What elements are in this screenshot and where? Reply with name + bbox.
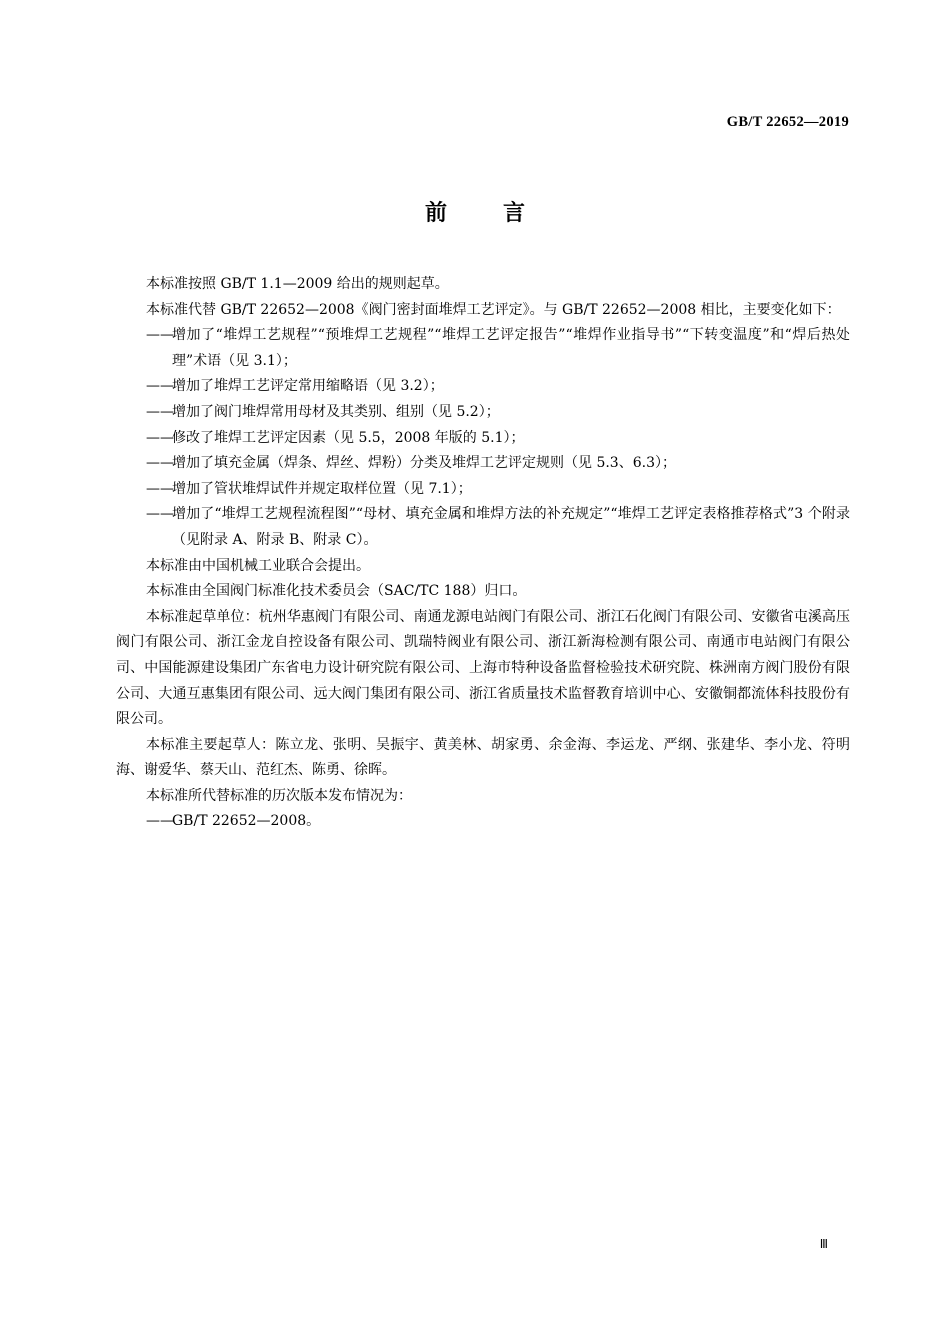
list-item	[116, 451, 850, 477]
dash-mark: ——	[146, 813, 174, 830]
page-number: Ⅲ	[819, 1237, 828, 1251]
paragraph-history: 本标准所代替标准的历次版本发布情况为：	[146, 787, 412, 804]
dash-mark: ——	[146, 480, 174, 497]
list-item	[116, 502, 850, 553]
paragraph-committee: 本标准由全国阀门标准化技术委员会（SAC/TC 188）归口。	[146, 583, 527, 600]
paragraph-drafting-units: 本标准起草单位：杭州华惠阀门有限公司、南通龙源电站阀门有限公司、浙江石化阀门有限公司、安徽省屯溪高压阀门有限公司、浙江金龙自控设备有限公司、凯瑞特阀业有限公司、浙江新海检测有限公司、南通市电站阀门有限公司、中国能源建设集团广东省电力设计研究院有限公司、上海市特种设备监督检验技术研究院、株洲南方阀门股份有限公司、大通互惠集团有限公司、远大阀门集团有限公司、浙江省质量技术监督教育培训中心、安徽铜都流体科技股份有限公司。	[116, 608, 850, 728]
list-item	[116, 323, 850, 374]
paragraph-replacement: 本标准代替 GB/T 22652—2008《阀门密封面堆焊工艺评定》。与 GB/T 22652—2008 相比，主要变化如下：	[146, 301, 841, 318]
list-item	[116, 400, 850, 426]
list-item-text: 增加了填充金属（焊条、焊丝、焊粉）分类及堆焊工艺评定规则（见 5.3、6.3）；	[172, 455, 676, 472]
dash-mark: ——	[146, 429, 174, 446]
list-item	[116, 426, 850, 452]
list-item-text: 增加了堆焊工艺评定常用缩略语（见 3.2）；	[172, 378, 444, 395]
list-item-text: 增加了“堆焊工艺规程”“预堆焊工艺规程”“堆焊工艺评定报告”“堆焊作业指导书”“下转变温度”和“焊后热处理”术语（见 3.1）；	[172, 327, 850, 369]
paragraph-proposer: 本标准由中国机械工业联合会提出。	[146, 557, 370, 574]
history-item-text: GB/T 22652—2008。	[172, 813, 321, 830]
paragraph-drafters: 本标准主要起草人：陈立龙、张明、吴振宇、黄美林、胡家勇、余金海、李运龙、严纲、张建华、李小龙、符明海、谢爱华、蔡天山、范红杰、陈勇、徐晖。	[116, 736, 850, 779]
dash-mark: ——	[146, 327, 174, 344]
paragraph-drafting-rules: 本标准按照 GB/T 1.1—2009 给出的规则起草。	[146, 276, 449, 292]
standard-code: GB/T 22652—2019	[726, 114, 849, 130]
dash-mark: ——	[146, 455, 174, 472]
list-item-text: 修改了堆焊工艺评定因素（见 5.5，2008 年版的 5.1）；	[172, 429, 525, 446]
page-title: 前言	[424, 201, 581, 226]
list-item-text: 增加了阀门堆焊常用母材及其类别、组别（见 5.2）；	[172, 403, 500, 420]
foreword-body	[116, 272, 850, 835]
list-item	[116, 809, 850, 835]
list-item	[116, 477, 850, 503]
list-item-text: 增加了管状堆焊试件并规定取样位置（见 7.1）；	[172, 480, 472, 497]
list-item-text: 增加了“堆焊工艺规程流程图”“母材、填充金属和堆焊方法的补充规定”“堆焊工艺评定表格推荐格式”3 个附录（见附录 A、附录 B、附录 C）。	[172, 506, 850, 548]
list-item	[116, 374, 850, 400]
dash-mark: ——	[146, 506, 174, 523]
dash-mark: ——	[146, 378, 174, 395]
dash-mark: ——	[146, 403, 174, 420]
